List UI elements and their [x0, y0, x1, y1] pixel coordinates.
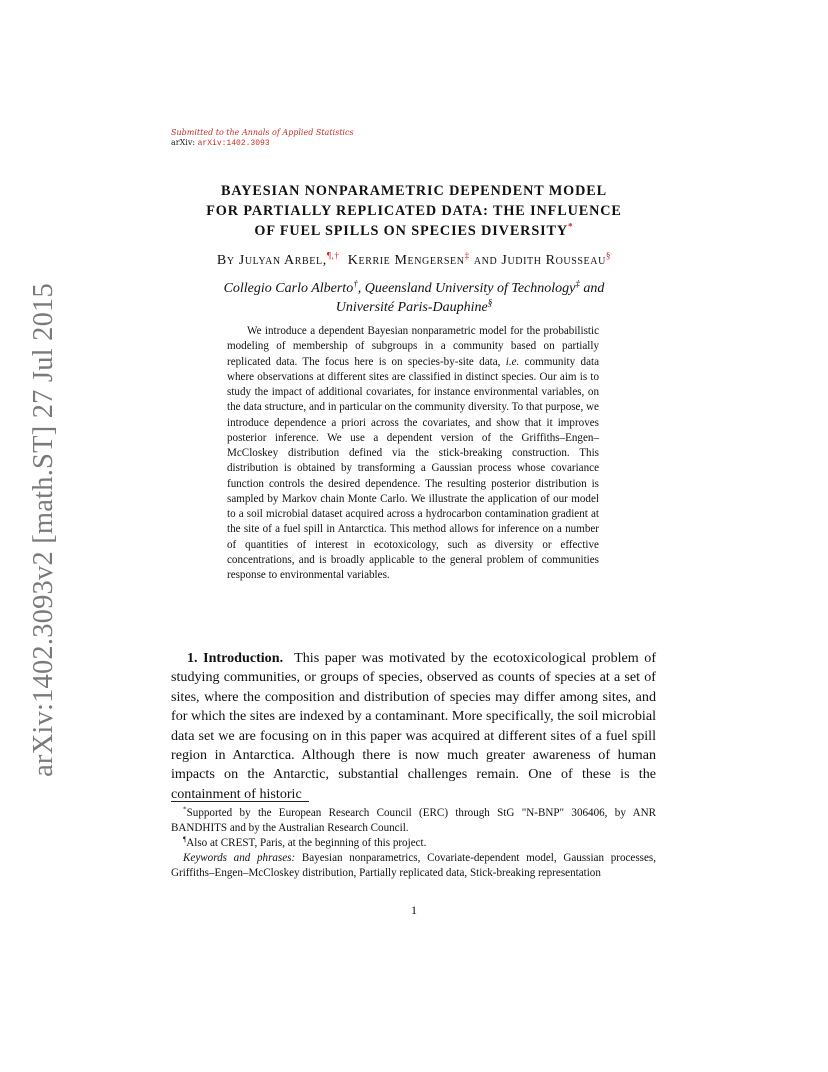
- affiliation-and: and: [579, 281, 605, 296]
- and-label: and: [473, 253, 498, 268]
- footnote-1-mark: *: [183, 805, 187, 814]
- introduction-text: This paper was motivated by the ecotoxicological problem of studying communities, or groups of species, observed as counts of species at a set of sites, where the composition and distribution of species may differ among sites, and for which the sites are indexed by a contaminant. More specifically, the soil microbial data set we are focusing on in this paper was acquired at different sites of a fuel spill region in Antarctica. Although there is now much greater awareness of human impacts on the Antarctic, substantial challenges remain. One of these is the containment of historic: [171, 650, 657, 802]
- affiliation-qut-mark: ‡: [575, 278, 580, 289]
- section-heading-introduction: 1. Introduction.: [187, 650, 284, 666]
- paper-title: [150, 181, 678, 241]
- affiliation-dauphine: Université Paris-Dauphine: [335, 300, 488, 315]
- author-rousseau: Judith Rousseau: [501, 253, 606, 268]
- author-mengersen: Kerrie Mengersen: [347, 253, 465, 268]
- footnote-2-text: Also at CREST, Paris, at the beginning of this project.: [186, 837, 427, 849]
- author-line: [150, 250, 678, 269]
- arxiv-label: arXiv:: [171, 138, 196, 147]
- affiliation-collegio-mark: †: [353, 278, 358, 289]
- arxiv-side-stamp-text: arXiv:1402.3093v2 [math.ST] 27 Jul 2015: [28, 283, 59, 777]
- footnotes: [171, 806, 656, 881]
- title-line-2: FOR PARTIALLY REPLICATED DATA: THE INFLUENCE: [206, 203, 622, 219]
- abstract-ie: i.e.: [505, 355, 520, 368]
- author-arbel-marks[interactable]: ¶,†: [326, 250, 340, 261]
- keywords-text: Bayesian nonparametrics, Covariate-dependent model, Gaussian processes, Griffiths–Engen–McCloskey distribution, Partially replicated data, Stick-breaking representation: [171, 852, 656, 879]
- footnote-2-mark: ¶: [183, 835, 187, 844]
- introduction-section: [171, 649, 656, 804]
- affiliations: [170, 279, 658, 317]
- header-note: [171, 128, 354, 149]
- author-arbel: Julyan Arbel,: [238, 253, 327, 268]
- footnote-1-text: Supported by the European Research Council (ERC) through StG "N-BNP" 306406, by ANR BANDHITS and by the Australian Research Council.: [171, 807, 656, 834]
- abstract: [227, 324, 599, 583]
- arxiv-id-link[interactable]: arXiv:1402.3093: [197, 139, 270, 148]
- abstract-text-1: We introduce a dependent Bayesian nonparametric model for the probabilistic modeling of membership of subgroups in a community based on partially replicated data. The focus here is on species-by-site data,: [227, 325, 599, 368]
- page-number: 1: [411, 903, 417, 917]
- author-mengersen-mark[interactable]: ‡: [464, 250, 470, 261]
- title-line-3: OF FUEL SPILLS ON SPECIES DIVERSITY: [254, 223, 569, 239]
- title-footnote-mark[interactable]: *: [568, 221, 574, 232]
- submitted-note[interactable]: Submitted to the Annals of Applied Statistics: [171, 128, 354, 137]
- author-rousseau-mark[interactable]: §: [605, 250, 612, 261]
- affiliation-collegio: Collegio Carlo Alberto: [223, 281, 354, 296]
- affiliation-dauphine-mark: §: [487, 297, 493, 308]
- title-line-1: BAYESIAN NONPARAMETRIC DEPENDENT MODEL: [221, 183, 607, 199]
- arxiv-side-stamp: [24, 283, 64, 777]
- by-label: By: [216, 253, 235, 268]
- keywords-label: Keywords and phrases:: [183, 852, 296, 864]
- abstract-text-2: community data where observations at different sites are classified in distinct species. Our aim is to study the impact of additional covariates, for instance environmental variables, on the data structure, and in particular on the community diversity. To that purpose, we introduce dependence a priori across the covariates, and show that it improves posterior inference. We use a dependent version of the Griffiths–Engen–McCloskey distribution defined via the stick-breaking construction. This distribution is obtained by transforming a Gaussian process whose covariance function controls the desired dependence. The resulting posterior distribution is sampled by Markov chain Monte Carlo. We illustrate the application of our model to a soil microbial dataset acquired across a hydrocarbon contamination gradient at the site of a fuel spill in Antarctica. This method allows for inference on a number of quantities of interest in ecotoxicology, such as diversity or effective concentrations, and is broadly applicable to the general problem of communities response to environmental variables.: [227, 355, 599, 581]
- affiliation-qut: , Queensland University of Technology: [357, 281, 576, 296]
- footnote-divider: [171, 801, 309, 802]
